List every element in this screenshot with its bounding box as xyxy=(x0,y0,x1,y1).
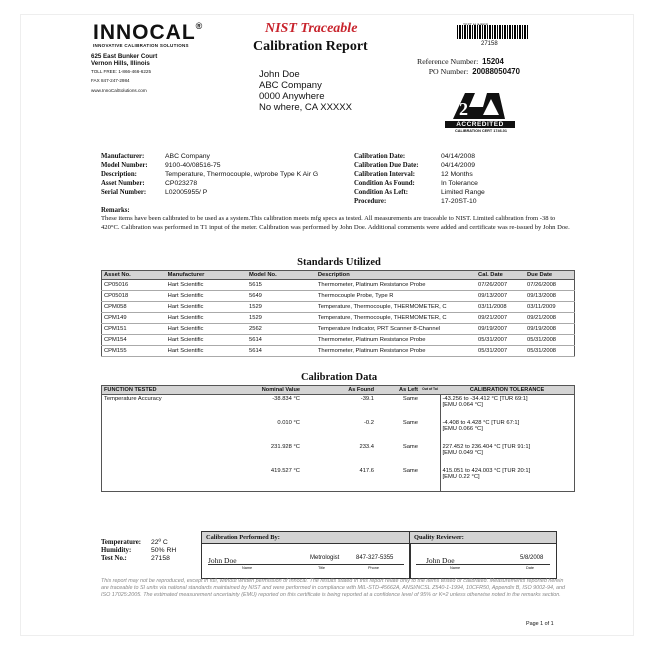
info-label: Calibration Date: xyxy=(354,153,406,160)
tolerance-cell xyxy=(440,443,575,467)
serial-number-value: L02005955/ P xyxy=(165,189,208,196)
table-cell: 2562 xyxy=(247,324,316,335)
standards-heading: Standards Utilized xyxy=(297,257,381,268)
table-cell: 5615 xyxy=(247,280,316,291)
column-header: Manufacturer xyxy=(166,271,247,280)
name-caption: Name xyxy=(242,566,253,570)
tolerance-cell xyxy=(440,419,575,443)
humidity-value: 50% RH xyxy=(151,547,177,554)
table-cell: CPM155 xyxy=(102,346,166,357)
calibration-interval-value: 12 Months xyxy=(441,171,473,178)
table-cell: 05/31/2008 xyxy=(525,346,575,357)
column-header: FUNCTION TESTED xyxy=(102,386,225,395)
quality-reviewer-box xyxy=(409,531,557,579)
po-number: PO Number: 20088050470 xyxy=(428,67,520,76)
table-row xyxy=(102,280,575,291)
tolerance-emu: [EMU 0.064 °C] xyxy=(442,402,483,408)
manufacturer-value: ABC Company xyxy=(165,153,210,160)
table-cell: Thermometer, Platinum Resistance Probe xyxy=(316,335,476,346)
table-row xyxy=(102,313,575,324)
out-of-tol-cell xyxy=(420,443,440,467)
accreditation-cert: CALIBRATION CERT 1746.01 xyxy=(454,129,508,133)
table-cell: Hart Scientific xyxy=(166,335,247,346)
table-cell: Thermometer, Platinum Resistance Probe xyxy=(316,346,476,357)
company-website: www.InnoCalSolutions.com xyxy=(91,88,147,93)
column-header: Due Date xyxy=(525,271,575,280)
table-cell: 5614 xyxy=(247,335,316,346)
table-cell: 09/19/2008 xyxy=(525,324,575,335)
tolerance-range: -43.256 to -34.412 °C [TUR 69:1] xyxy=(442,396,528,402)
table-cell: Hart Scientific xyxy=(166,324,247,335)
table-cell: 09/13/2008 xyxy=(525,291,575,302)
as-left-cell: Same xyxy=(402,420,418,426)
condition-left-value: Limited Range xyxy=(441,189,485,196)
as-found-cell: 417.6 xyxy=(359,468,374,474)
table-row xyxy=(102,467,575,492)
barcode-icon xyxy=(457,25,529,39)
as-left-cell: Same xyxy=(402,468,418,474)
review-date: 5/8/2008 xyxy=(520,555,544,561)
table-cell: Thermocouple Probe, Type R xyxy=(316,291,476,302)
table-cell: 5649 xyxy=(247,291,316,302)
standards-table xyxy=(101,270,575,357)
table-cell: Hart Scientific xyxy=(166,302,247,313)
table-cell: CPM154 xyxy=(102,335,166,346)
nist-traceable-heading: NIST Traceable xyxy=(265,21,358,36)
nominal-value-cell: 419.527 °C xyxy=(270,468,300,474)
table-cell: CP05018 xyxy=(102,291,166,302)
table-row xyxy=(102,395,575,420)
barcode-number: 27158 xyxy=(481,41,498,47)
function-tested-cell: Temperature Accuracy xyxy=(104,396,162,402)
procedure-value: 17-20ST-10 xyxy=(441,198,477,205)
description-value: Temperature, Thermocouple, w/probe Type K Air G xyxy=(165,171,319,178)
table-cell: Hart Scientific xyxy=(166,313,247,324)
tolerance-range: 227.452 to 236.404 °C [TUR 91:1] xyxy=(442,444,531,450)
info-label: Model Number: xyxy=(101,162,148,169)
out-of-tol-cell xyxy=(420,467,440,492)
model-number-value: 9100-40/08516-75 xyxy=(165,162,221,169)
as-found-cell: -0.2 xyxy=(364,420,374,426)
customer-company: ABC Company xyxy=(259,80,322,91)
info-label: Condition As Found: xyxy=(354,180,415,187)
function-tested-cell xyxy=(102,443,225,467)
test-number-value: 27158 xyxy=(151,555,170,562)
as-left-cell: Same xyxy=(402,444,418,450)
tolerance-emu: [EMU 0.049 °C] xyxy=(442,450,483,456)
column-header: As Found xyxy=(302,386,376,395)
table-row xyxy=(102,443,575,467)
table-cell: 09/19/2007 xyxy=(476,324,525,335)
table-cell: Hart Scientific xyxy=(166,280,247,291)
as-left-cell: Same xyxy=(402,396,418,402)
calibration-due-date-value: 04/14/2009 xyxy=(441,162,476,169)
column-header: Asset No. xyxy=(102,271,166,280)
info-label: Asset Number: xyxy=(101,180,145,187)
performer-name: John Doe xyxy=(208,556,237,565)
company-tagline: INNOVATIVE CALIBRATION SOLUTIONS xyxy=(93,43,189,48)
accredited-badge: ACCREDITED xyxy=(445,121,515,128)
function-tested-cell xyxy=(102,467,225,492)
title-caption: Title xyxy=(318,566,326,570)
svg-text:2: 2 xyxy=(459,99,468,119)
page-number: Page 1 of 1 xyxy=(526,621,554,627)
column-header: Nominal Value xyxy=(224,386,302,395)
column-header: Out of Tol xyxy=(420,386,440,395)
info-label: Serial Number: xyxy=(101,189,147,196)
company-fax: FAX 847-247-2984 xyxy=(91,78,130,83)
tolerance-range: 415.051 to 424.003 °C [TUR 20:1] xyxy=(442,468,531,474)
column-header: Cal. Date xyxy=(476,271,525,280)
nominal-value-cell: 0.010 °C xyxy=(277,420,300,426)
info-label: Description: xyxy=(101,171,137,178)
report-page xyxy=(20,14,634,636)
table-cell: Thermometer, Platinum Resistance Probe xyxy=(316,280,476,291)
table-cell: CPM151 xyxy=(102,324,166,335)
as-found-cell: 233.4 xyxy=(359,444,374,450)
condition-found-value: In Tolerance xyxy=(441,180,478,187)
quality-reviewer-heading: Quality Reviewer: xyxy=(410,532,556,544)
calibration-date-value: 04/14/2008 xyxy=(441,153,476,160)
table-cell: 07/26/2007 xyxy=(476,280,525,291)
table-cell: 05/31/2007 xyxy=(476,335,525,346)
name-caption: Name xyxy=(450,566,461,570)
as-found-cell: -39.1 xyxy=(360,396,374,402)
table-cell: CPM058 xyxy=(102,302,166,313)
nominal-value-cell: -38.834 °C xyxy=(272,396,300,402)
table-cell: 05/31/2008 xyxy=(525,335,575,346)
out-of-tol-cell xyxy=(420,395,440,420)
performer-phone: 847-327-5355 xyxy=(356,555,394,561)
company-address-street: 625 East Bunker Court xyxy=(91,53,158,60)
table-cell: 09/21/2007 xyxy=(476,313,525,324)
table-row xyxy=(102,346,575,357)
table-cell: 5614 xyxy=(247,346,316,357)
performed-by-box xyxy=(201,531,411,579)
env-label: Test No.: xyxy=(101,555,127,562)
calibration-data-table xyxy=(101,385,575,492)
table-row xyxy=(102,291,575,302)
table-cell: 1529 xyxy=(247,313,316,324)
table-cell: 03/11/2009 xyxy=(525,302,575,313)
calibration-data-heading: Calibration Data xyxy=(300,372,378,383)
reviewer-name: John Doe xyxy=(426,556,455,565)
table-cell: 03/11/2008 xyxy=(476,302,525,313)
phone-caption: Phone xyxy=(368,566,379,570)
table-cell: 07/26/2008 xyxy=(525,280,575,291)
company-address-city: Vernon Hills, Illinois xyxy=(91,60,150,67)
env-label: Humidity: xyxy=(101,547,132,554)
company-phone: TOLL FREE: 1-866-466-6225 xyxy=(91,69,152,74)
info-label: Manufacturer: xyxy=(101,153,145,160)
column-header: As Left xyxy=(376,386,420,395)
date-caption: Date xyxy=(526,566,535,570)
reference-number: Reference Number: 15204 xyxy=(417,57,504,66)
customer-street: 0000 Anywhere xyxy=(259,91,325,102)
company-logo: INNOCAL® xyxy=(93,21,204,44)
table-row xyxy=(102,419,575,443)
nominal-value-cell: 231.928 °C xyxy=(270,444,300,450)
info-label: Calibration Interval: xyxy=(354,171,415,178)
remarks-text: These items have been calibrated to be used as a system.This calibration meets mfg specs as tested. All measurements are traceable to NIST. Limited calibration from -38 to 420°C. Calibration was performed in T1 input of the meter. Calibration was performed by John Doe. Additional comments were added and certificate was re-issued by John Doe. xyxy=(101,215,570,231)
asset-number-value: CP023278 xyxy=(165,180,198,187)
calibration-header-row xyxy=(102,386,575,395)
column-header: Description xyxy=(316,271,476,280)
info-label: Calibration Due Date: xyxy=(354,162,419,169)
table-cell: Temperature, Thermocouple, THERMOMETER, C xyxy=(316,313,476,324)
table-row xyxy=(102,335,575,346)
report-title: Calibration Report xyxy=(253,39,368,54)
tolerance-emu: [EMU 0.22 °C] xyxy=(442,474,480,480)
customer-name: John Doe xyxy=(259,69,300,80)
table-cell: CPM149 xyxy=(102,313,166,324)
remarks-heading: Remarks: xyxy=(101,207,130,214)
info-label: Procedure: xyxy=(354,198,387,205)
performer-title: Metrologist xyxy=(310,555,340,561)
customer-city: No where, CA XXXXX xyxy=(259,102,352,113)
info-label: Condition As Left: xyxy=(354,189,409,196)
table-cell: Temperature Indicator, PRT Scanner 8-Channel xyxy=(316,324,476,335)
table-cell: 05/31/2007 xyxy=(476,346,525,357)
table-row xyxy=(102,324,575,335)
column-header: Model No. xyxy=(247,271,316,280)
table-cell: Hart Scientific xyxy=(166,346,247,357)
table-row xyxy=(102,302,575,313)
tolerance-cell xyxy=(440,395,575,420)
temperature-value: 22º C xyxy=(151,539,168,546)
table-cell: 09/13/2007 xyxy=(476,291,525,302)
table-cell: 1529 xyxy=(247,302,316,313)
tolerance-cell xyxy=(440,467,575,492)
env-label: Temperature: xyxy=(101,539,142,546)
column-header: CALIBRATION TOLERANCE xyxy=(440,386,575,395)
function-tested-cell xyxy=(102,419,225,443)
table-cell: Hart Scientific xyxy=(166,291,247,302)
tolerance-emu: [EMU 0.066 °C] xyxy=(442,426,483,432)
disclaimer-text: This report may not be reproduced, except in full, without written permission of Innocal. The results stated in this report relate only to the items tested or calibrated. Measurements reported herein are traceable to SI units via national standards maintained by NIST and were performed in compliance with MIL-STD-45662A, ANSI/NCSL Z540-1-1994, 10CFR50, Appendix B, ISO 9002-94, and ISO 17025:2005. The estimated measurement uncertainty (EMU) reported on this certificate is being reported at a confidence level of 95% or K=2 unless otherwise noted in the remarks section. xyxy=(101,578,565,598)
standards-header-row xyxy=(102,271,575,280)
out-of-tol-cell xyxy=(420,419,440,443)
table-cell: Temperature, Thermocouple, THERMOMETER, C xyxy=(316,302,476,313)
table-cell: 09/21/2008 xyxy=(525,313,575,324)
performed-by-heading: Calibration Performed By: xyxy=(202,532,410,544)
table-cell: CP05016 xyxy=(102,280,166,291)
tolerance-range: -4.408 to 4.428 °C [TUR 67:1] xyxy=(442,420,520,426)
